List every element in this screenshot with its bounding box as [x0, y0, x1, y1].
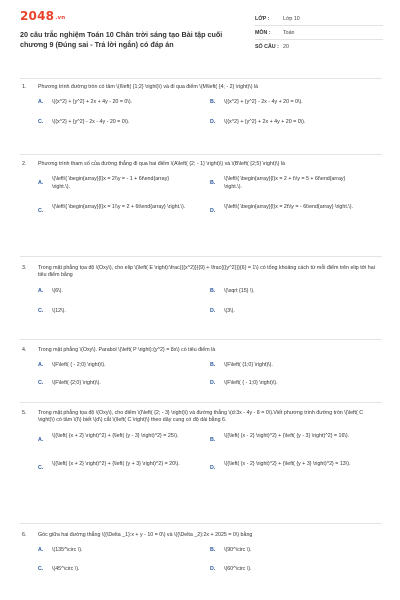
option-label: C. [38, 566, 44, 573]
answer-options [38, 176, 378, 236]
question-text: Trong mặt phẳng tọa độ \(Oxy\), cho elip \(\left( E \right):\frac{{{x^2}}}{9} + \frac{{{y^2}}}{6} = 1\) có tổng khoảng cách từ mỗi điểm trên elip tới hai tiêu điểm bằng [38, 265, 375, 279]
question-text: Góc giữa hai đường thẳng \({\Delta _1}:x + y - 10 = 0\) và \({\Delta _2}:2x + 2025 = 0\) bằng [38, 532, 253, 538]
option-b[interactable] [210, 99, 360, 106]
option-c[interactable] [38, 380, 188, 387]
question-number: 2. [22, 161, 27, 167]
option-label: D. [210, 464, 216, 471]
option-label: B. [210, 180, 216, 187]
option-text: \(F\left( { - 1;0} \right)\). [224, 380, 278, 387]
meta-key: SỐ CÂU : [255, 44, 279, 50]
option-label: A. [38, 287, 44, 294]
option-d[interactable] [210, 566, 360, 573]
option-a[interactable] [38, 433, 188, 444]
option-text: \(\left\{ \begin{array}{l}x = 2t\\y = - 6t\end{array} \right.\). [224, 204, 353, 211]
option-text: \(\sqrt {15} \). [224, 287, 255, 294]
option-text: \({x^2} + {y^2} - 2x - 4y + 20 = 0\). [224, 99, 303, 106]
question-divider [20, 402, 382, 403]
option-d[interactable] [210, 308, 360, 315]
option-c[interactable] [38, 119, 188, 126]
option-label: C. [38, 119, 44, 126]
answer-options [38, 433, 378, 493]
option-b[interactable] [210, 176, 360, 191]
option-text: \(\left\{ \begin{array}{l}x = 2 + t\\y = 5 + 6t\end{array} \right.\). [224, 176, 346, 190]
option-text: \(F\left( { - 2;0} \right)\). [52, 362, 106, 369]
option-text: \({\left( {x + 2} \right)^2} + {\left( {y - 3} \right)^2} = 25\). [52, 432, 179, 439]
option-text: \({\left( {x - 2} \right)^2} + {\left( {y - 3} \right)^2} = 16\). [224, 432, 350, 439]
option-b[interactable] [210, 547, 360, 554]
question-number: 3. [22, 265, 27, 271]
option-label: B. [210, 436, 216, 443]
option-label: B. [210, 547, 216, 554]
option-text: \(6\). [52, 287, 63, 294]
question-3 [20, 265, 382, 318]
option-b[interactable] [210, 288, 360, 295]
logo-suffix: .vn [55, 15, 66, 21]
option-label: D. [210, 208, 216, 215]
option-text: \(60^\circ \). [224, 566, 252, 573]
option-label: A. [38, 180, 44, 187]
option-c[interactable] [38, 204, 188, 215]
meta-row-grade [255, 12, 383, 26]
option-text: \(F\left( {1;0} \right)\). [224, 362, 273, 369]
option-text: \(3\). [224, 307, 235, 314]
question-2 [20, 161, 382, 236]
option-label: A. [38, 547, 44, 554]
option-text: \(12\). [52, 307, 66, 314]
question-text: Trong mặt phẳng \(Oxy\). Parabol \(\left( P \right):{y^2} = 8x\) có tiêu điểm là [38, 347, 216, 353]
option-text: \({x^2} + {y^2} + 2x + 4y + 20 = 0\). [224, 119, 306, 126]
option-label: C. [38, 464, 44, 471]
option-text: \(90^\circ \). [224, 547, 252, 554]
option-text: \(F\left( {2;0} \right)\). [52, 380, 101, 387]
option-b[interactable] [210, 362, 360, 369]
option-a[interactable] [38, 99, 188, 106]
option-d[interactable] [210, 380, 360, 387]
meta-value: 20 [283, 44, 289, 50]
option-a[interactable] [38, 288, 188, 295]
option-text: \(135^\circ \). [52, 547, 83, 554]
option-label: A. [38, 436, 44, 443]
option-label: C. [38, 208, 44, 215]
option-c[interactable] [38, 308, 188, 315]
answer-options [38, 362, 378, 392]
option-label: D. [210, 380, 216, 387]
meta-value: Lớp 10 [283, 15, 300, 22]
question-text: Trong mặt phẳng tọa độ \(Oxy\), cho điểm \(I\left( {2; - 3} \right)\) và đường thẳng \(d:3x - 4y - 8 = 0\).Viết phương trình đường tròn \(\left( C \right)\) có tâm \(I\) biết \(d\) cắt \(\left( C \right)\) theo dây cung có độ dài bằng 6. [38, 410, 364, 424]
option-label: D. [210, 119, 216, 126]
question-number: 1. [22, 84, 27, 90]
option-text: \(\left\{ \begin{array}{l}x = 2\\y = - 1 + 6t\end{array} \right.\). [52, 176, 170, 190]
question-text: Phương trình đường tròn có tâm \(I\left( {1;2} \right)\) và đi qua điểm \(M\left( {4; - 2} \right)\) là [38, 84, 259, 90]
section-divider [20, 78, 382, 79]
option-label: A. [38, 362, 44, 369]
option-label: C. [38, 380, 44, 387]
answer-options [38, 99, 378, 129]
site-logo[interactable] [20, 9, 65, 23]
option-label: D. [210, 566, 216, 573]
option-label: B. [210, 287, 216, 294]
option-text: \(\left\{ \begin{array}{l}x = 1\\y = 2 + 6t\end{array} \right.\). [52, 204, 186, 211]
option-label: D. [210, 307, 216, 314]
option-b[interactable] [210, 433, 360, 444]
question-divider [20, 154, 382, 155]
option-c[interactable] [38, 566, 188, 573]
question-number: 5. [22, 410, 27, 416]
document-header [0, 0, 400, 76]
option-d[interactable] [210, 204, 360, 215]
option-c[interactable] [38, 461, 188, 472]
option-label: C. [38, 307, 44, 314]
option-a[interactable] [38, 547, 188, 554]
question-6 [20, 532, 382, 577]
option-d[interactable] [210, 461, 360, 472]
option-text: \({x^2} + {y^2} - 2x - 4y - 20 = 0\). [52, 119, 130, 126]
meta-key: MÔN : [255, 29, 271, 36]
meta-key: LỚP : [255, 15, 270, 22]
answer-options [38, 288, 378, 318]
meta-row-subject [255, 26, 383, 40]
option-a[interactable] [38, 176, 188, 191]
option-text: \(45^\circ \). [52, 566, 80, 573]
option-text: \({\left( {x + 2} \right)^2} + {\left( {y + 3} \right)^2} = 20\). [52, 460, 180, 467]
option-text: \({x^2} + {y^2} + 2x + 4y - 20 = 0\). [52, 99, 133, 106]
option-d[interactable] [210, 119, 360, 126]
option-text: \({\left( {x - 2} \right)^2} + {\left( {y + 3} \right)^2} = 13\). [224, 460, 351, 467]
question-4 [20, 347, 382, 392]
question-number: 6. [22, 532, 27, 538]
question-5 [20, 410, 382, 493]
question-text: Phương trình tham số của đường thẳng đi qua hai điểm \(A\left( {2; - 1} \right)\) và \(B\left( {2;5} \right)\) là [38, 161, 285, 167]
document-meta [255, 12, 383, 54]
option-label: B. [210, 362, 216, 369]
question-divider [20, 523, 382, 524]
option-label: B. [210, 99, 216, 106]
option-label: A. [38, 99, 44, 106]
logo-text: 2048 [20, 9, 55, 23]
question-number: 4. [22, 347, 27, 353]
option-a[interactable] [38, 362, 188, 369]
document-title: 20 câu trắc nghiệm Toán 10 Chân trời sáng tạo Bài tập cuối chương 9 (Đúng sai - Trả lời ngắn) có đáp án [20, 30, 223, 49]
question-divider [20, 339, 382, 340]
question-divider [20, 256, 382, 257]
meta-value: Toán [283, 29, 295, 36]
question-1 [20, 84, 382, 129]
answer-options [38, 547, 378, 577]
meta-row-count [255, 40, 383, 54]
